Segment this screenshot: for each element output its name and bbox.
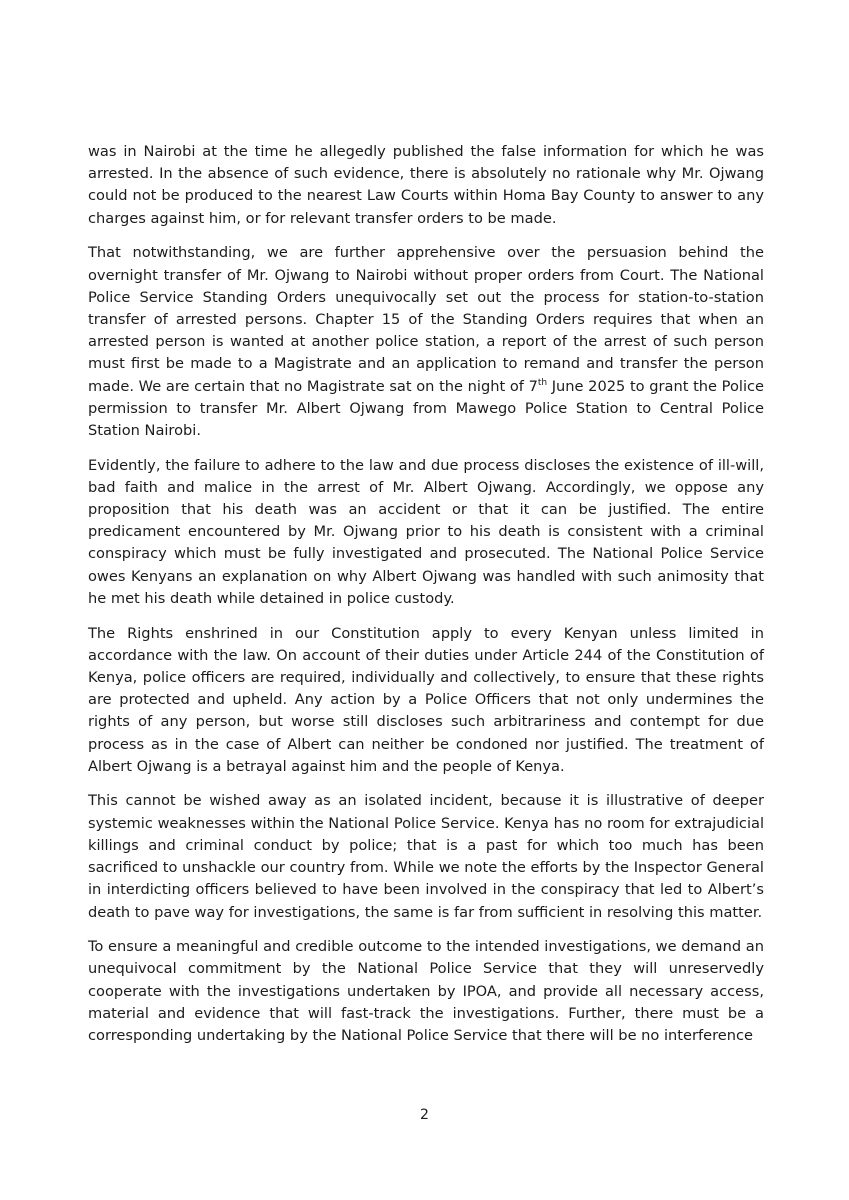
document-body — [88, 141, 764, 1060]
paragraph-3: Evidently, the failure to adhere to the law and due process discloses the existence of ill-will, bad faith and malice in the arrest of Mr. Albert Ojwang. Accordingly, we oppose any proposition that his death was an accident or that it can be justified. The entire predicament encountered by Mr. Ojwang prior to his death is consistent with a criminal conspiracy which must be fully investigated and prosecuted. The National Police Service owes Kenyans an explanation on why Albert Ojwang was handled with such animosity that he met his death while detained in police custody. — [88, 456, 764, 607]
paragraph-1: was in Nairobi at the time he allegedly published the false information for which he was arrested. In the absence of such evidence, there is absolutely no rationale why Mr. Ojwang could not be produced to the nearest Law Courts within Homa Bay County to answer to any charges against him, or for relevant transfer orders to be made. — [88, 143, 764, 227]
paragraph-2 — [88, 242, 764, 442]
paragraph-5: This cannot be wished away as an isolated incident, because it is illustrative of deeper systemic weaknesses within the National Police Service. Kenya has no room for extrajudicial killings and criminal conduct by police; that is a past for which too much has been sacrificed to unshackle our country from. While we note the efforts by the Inspector General in interdicting officers believed to have been involved in the conspiracy that led to Albert’s death to pave way for investigations, the same is far from sufficient in resolving this matter. — [88, 792, 764, 921]
paragraph-2-text-b: June 2025 to grant the Police permission to transfer Mr. Albert Ojwang from Mawego Police Station to Central Police Station Nairobi. — [88, 377, 764, 439]
paragraph-2-text-a: That notwithstanding, we are further apprehensive over the persuasion behind the overnight transfer of Mr. Ojwang to Nairobi without proper orders from Court. The National Police Service Standing Orders unequivocally set out the process for station-to-station transfer of arrested persons. Chapter 15 of the Standing Orders requires that when an arrested person is wanted at another police station, a report of the arrest of such person must first be made to a Magistrate and an application to remand and transfer the person made. We are certain that no Magistrate sat on the night of 7 — [88, 244, 764, 395]
paragraph-4: The Rights enshrined in our Constitution apply to every Kenyan unless limited in accordance with the law. On account of their duties under Article 244 of the Constitution of Kenya, police officers are required, individually and collectively, to ensure that these rights are protected and upheld. Any action by a Police Officers that not only undermines the rights of any person, but worse still discloses such arbitrariness and contempt for due process as in the case of Albert can neither be condoned nor justified. The treatment of Albert Ojwang is a betrayal against him and the people of Kenya. — [88, 624, 764, 775]
page-number: 2 — [420, 1107, 429, 1123]
paragraph-6: To ensure a meaningful and credible outcome to the intended investigations, we demand an unequivocal commitment by the National Police Service that they will unreservedly cooperate with the investigations undertaken by IPOA, and provide all necessary access, material and evidence that will fast-track the investigations. Further, there must be a corresponding undertaking by the National Police Service that there will be no interference — [88, 938, 764, 1045]
ordinal-suffix: th — [537, 377, 548, 388]
